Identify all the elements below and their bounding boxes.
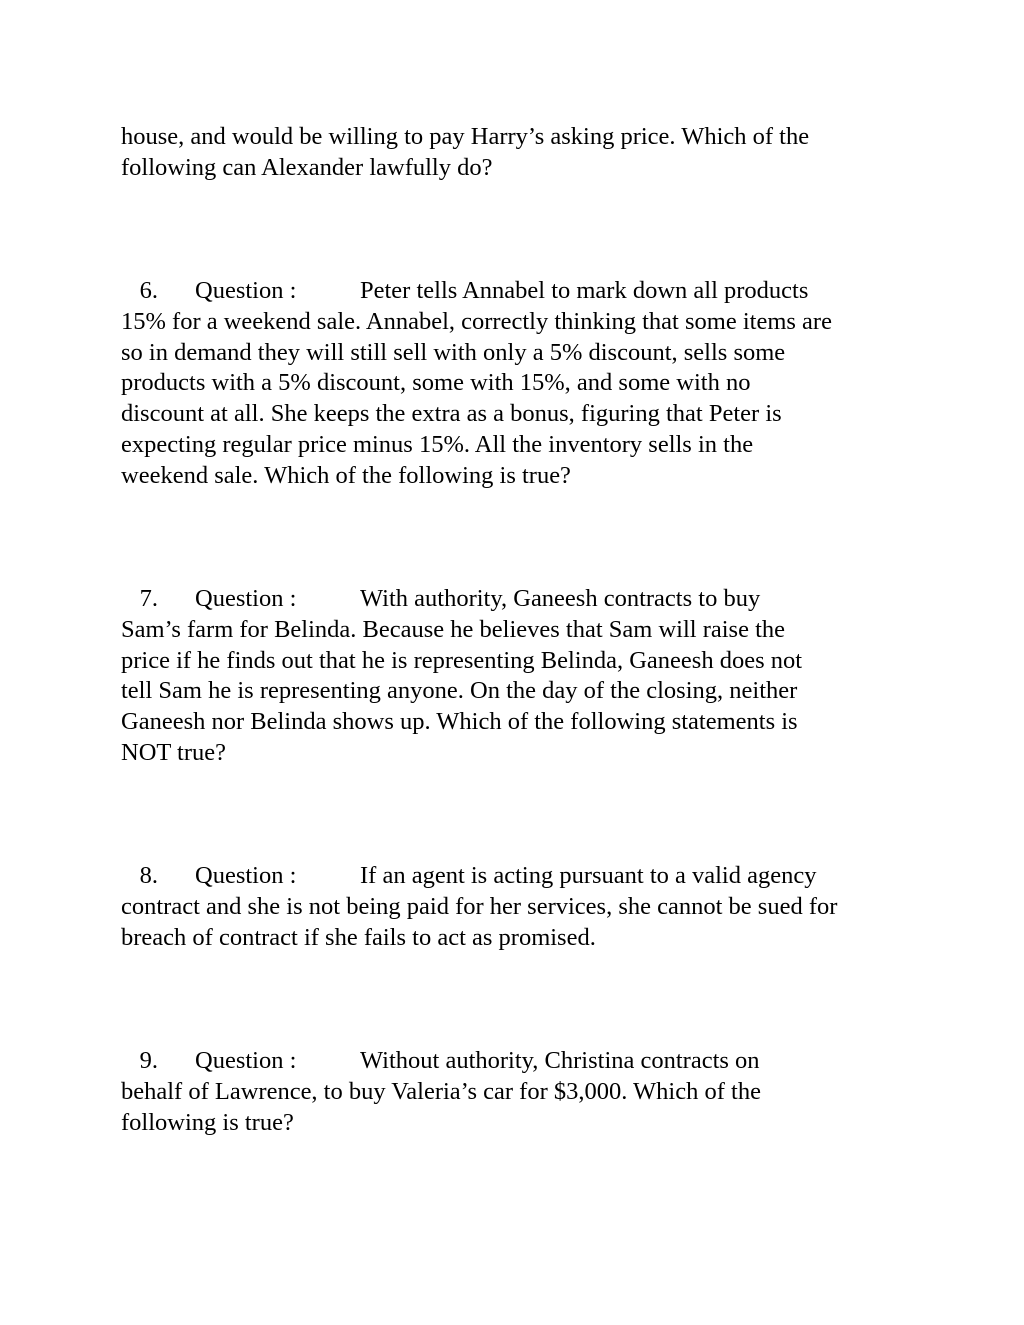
question-7 (121, 584, 921, 769)
text-line: weekend sale. Which of the following is true? (121, 461, 571, 489)
question-label: Question : (195, 862, 297, 889)
question-header (121, 1046, 921, 1077)
question-number: 6. (139, 277, 158, 304)
text-line: breach of contract if she fails to act as promised. (121, 923, 596, 951)
question-header (121, 584, 921, 615)
question-number: 8. (139, 862, 158, 889)
text-line: expecting regular price minus 15%. All the inventory sells in the (121, 430, 754, 458)
text-line: tell Sam he is representing anyone. On the day of the closing, neither (121, 677, 798, 705)
question-8 (121, 861, 921, 953)
text-line: products with a 5% discount, some with 15%, and some with no (121, 369, 751, 397)
question-first-line: If an agent is acting pursuant to a valid agency (360, 862, 817, 889)
text-line: following is true? (121, 1108, 294, 1136)
text-line: 15% for a weekend sale. Annabel, correctly thinking that some items are (121, 307, 832, 335)
question-first-line: With authority, Ganeesh contracts to buy (360, 585, 761, 612)
question-6 (121, 276, 921, 492)
text-line: following can Alexander lawfully do? (121, 153, 493, 181)
question-label: Question : (195, 277, 297, 304)
text-line: Sam’s farm for Belinda. Because he believes that Sam will raise the (121, 615, 786, 643)
continuation-paragraph (121, 122, 921, 184)
question-header (121, 861, 921, 892)
text-line: discount at all. She keeps the extra as a bonus, figuring that Peter is (121, 400, 782, 428)
text-line: contract and she is not being paid for her services, she cannot be sued for (121, 892, 838, 920)
question-label: Question : (195, 1047, 297, 1074)
question-9 (121, 1046, 921, 1138)
text-line: behalf of Lawrence, to buy Valeria’s car for $3,000. Which of the (121, 1077, 761, 1105)
text-line: NOT true? (121, 738, 226, 766)
question-number: 7. (139, 585, 158, 612)
text-line: price if he finds out that he is representing Belinda, Ganeesh does not (121, 646, 803, 674)
text-line: Ganeesh nor Belinda shows up. Which of the following statements is (121, 708, 798, 736)
text-line: house, and would be willing to pay Harry’s asking price. Which of the (121, 123, 810, 150)
question-first-line: Without authority, Christina contracts on (360, 1047, 760, 1074)
question-first-line: Peter tells Annabel to mark down all products (360, 277, 809, 304)
question-number: 9. (139, 1047, 158, 1074)
text-line: so in demand they will still sell with only a 5% discount, sells some (121, 338, 786, 366)
question-label: Question : (195, 585, 297, 612)
question-header (121, 276, 921, 307)
